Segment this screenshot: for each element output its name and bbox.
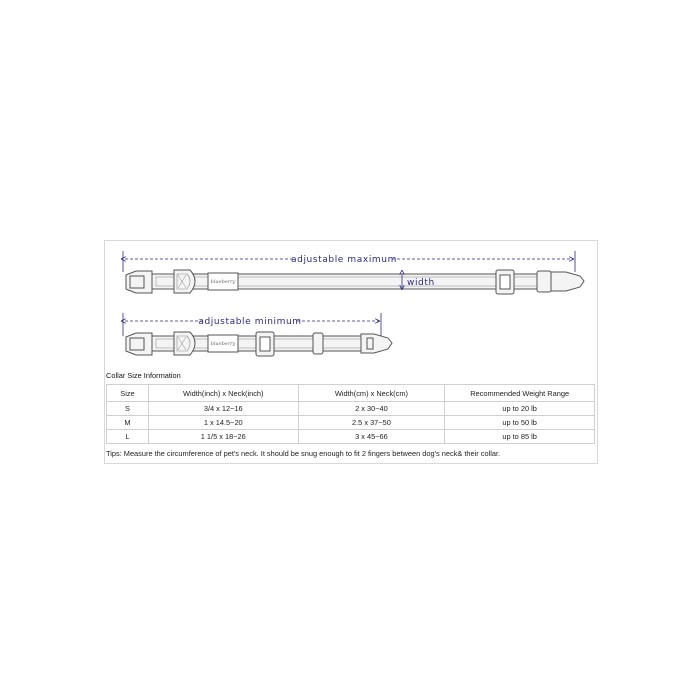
tips-text: Tips: Measure the circumference of pet's neck. It should be snug enough to fit 2 fingers between dog's neck& their collar. <box>106 449 501 458</box>
max-dimension-label: adjustable maximum <box>291 255 397 265</box>
collar-max <box>126 270 584 294</box>
table-header-row <box>107 385 595 402</box>
collar-min <box>126 332 392 356</box>
cell-size: L <box>107 430 149 444</box>
size-table <box>106 384 595 444</box>
cell-inch: 1 1/5 x 18~26 <box>148 430 298 444</box>
buckle-right-min-icon <box>361 334 392 353</box>
cell-inch: 3/4 x 12~16 <box>148 402 298 416</box>
keeper-loop-min-icon <box>313 333 323 354</box>
min-dimension-label: adjustable minimum <box>198 317 302 327</box>
cell-weight: up to 85 lb <box>445 430 595 444</box>
brand-tag-min: blueberry <box>210 341 236 347</box>
brand-tag-max: blueberry <box>210 279 236 285</box>
table-row <box>107 416 595 430</box>
table-row <box>107 430 595 444</box>
cell-size: S <box>107 402 149 416</box>
keeper-loop-icon <box>537 271 551 292</box>
header-width-neck-inch: Width(inch) x Neck(inch) <box>148 385 298 402</box>
cell-inch: 1 x 14.5~20 <box>148 416 298 430</box>
width-label: width <box>407 278 435 288</box>
cell-cm: 2.5 x 37~50 <box>298 416 445 430</box>
header-size: Size <box>107 385 149 402</box>
cell-cm: 3 x 45~66 <box>298 430 445 444</box>
cell-size: M <box>107 416 149 430</box>
cell-cm: 2 x 30~40 <box>298 402 445 416</box>
max-dimension-line <box>123 251 575 272</box>
header-weight-range: Recommended Weight Range <box>445 385 595 402</box>
table-row <box>107 402 595 416</box>
cell-weight: up to 20 lb <box>445 402 595 416</box>
table-title: Collar Size Information <box>106 371 181 380</box>
header-width-neck-cm: Width(cm) x Neck(cm) <box>298 385 445 402</box>
buckle-right-icon <box>551 272 584 291</box>
min-dimension-line <box>123 313 381 336</box>
cell-weight: up to 50 lb <box>445 416 595 430</box>
